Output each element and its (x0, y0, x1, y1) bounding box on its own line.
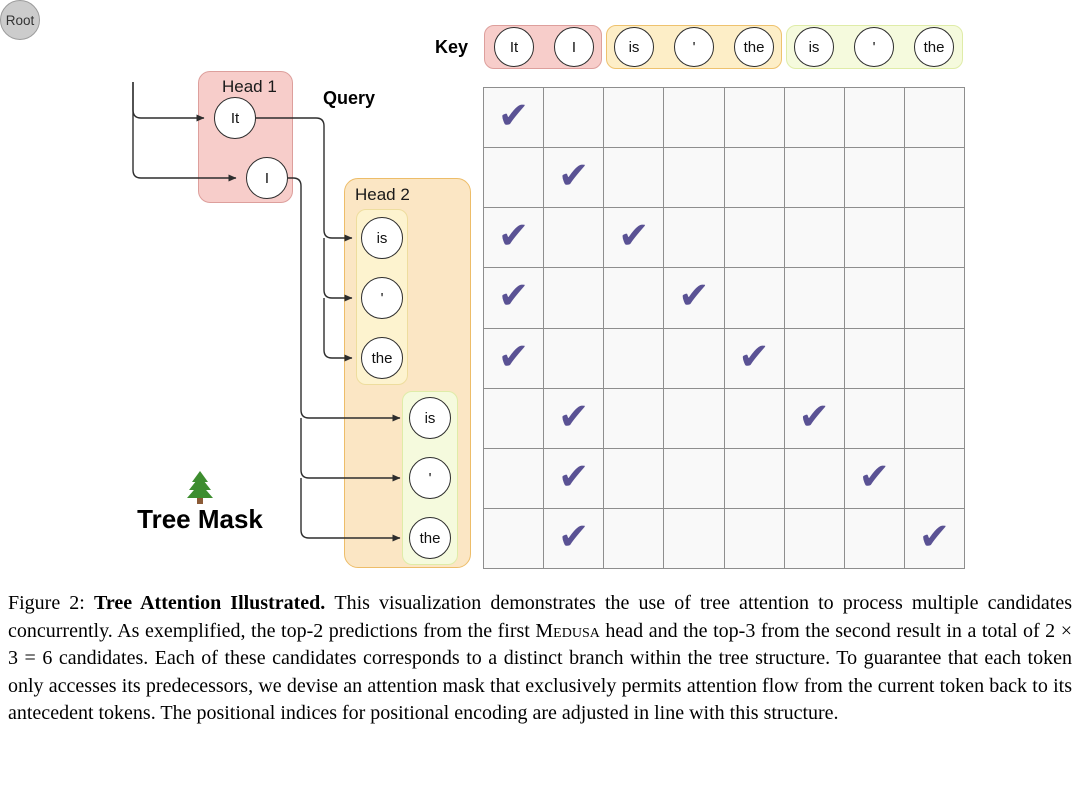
mask-cell-r3c2 (544, 208, 603, 267)
mask-cell-r7c3 (604, 449, 663, 508)
mask-cell-r2c3 (604, 148, 663, 207)
mask-cell-r6c5 (725, 389, 784, 448)
mask-cell-r6c1 (484, 389, 543, 448)
key-node-apostrophe-1 (674, 27, 714, 67)
mask-cell-r8c2 (544, 509, 603, 568)
caption-medusa: Medusa (535, 619, 600, 642)
mask-cell-r4c4 (664, 268, 723, 327)
mask-cell-r1c1 (484, 88, 543, 147)
query-node-the-2-label: the (419, 529, 441, 547)
mask-cell-r5c7 (845, 329, 904, 388)
mask-cell-r6c7 (845, 389, 904, 448)
mask-cell-r1c3 (604, 88, 663, 147)
query-node-i (246, 157, 288, 199)
mask-cell-r3c1 (484, 208, 543, 267)
query-node-the-2 (409, 517, 451, 559)
root-node (0, 0, 40, 40)
mask-cell-r3c4 (664, 208, 723, 267)
mask-cell-r3c3 (604, 208, 663, 267)
key-node-apostrophe-2 (854, 27, 894, 67)
query-node-is-1-label: is (376, 229, 388, 247)
caption-figure-label: Figure 2: (8, 592, 94, 614)
key-node-the-1 (734, 27, 774, 67)
mask-cell-r5c6 (785, 329, 844, 388)
query-node-apostrophe-2 (409, 457, 451, 499)
evergreen-tree-icon (184, 470, 216, 506)
check-icon: ✔ (498, 274, 530, 318)
mask-cell-r1c6 (785, 88, 844, 147)
edge-root-to-it (133, 82, 204, 118)
mask-cell-r7c7 (845, 449, 904, 508)
mask-cell-r4c6 (785, 268, 844, 327)
check-icon: ✔ (498, 334, 530, 378)
mask-cell-r2c8 (905, 148, 964, 207)
mask-cell-r2c4 (664, 148, 723, 207)
mask-cell-r2c2 (544, 148, 603, 207)
mask-cell-r5c1 (484, 329, 543, 388)
mask-cell-r8c3 (604, 509, 663, 568)
mask-cell-r1c8 (905, 88, 964, 147)
figure-caption (8, 590, 1072, 728)
mask-cell-r5c3 (604, 329, 663, 388)
mask-cell-r5c8 (905, 329, 964, 388)
mask-cell-r5c2 (544, 329, 603, 388)
mask-cell-r7c5 (725, 449, 784, 508)
key-node-is-2-label: is (808, 38, 820, 56)
mask-cell-r4c7 (845, 268, 904, 327)
mask-cell-r8c8 (905, 509, 964, 568)
attention-mask-grid (483, 87, 965, 569)
key-label: Key (435, 37, 469, 57)
caption-body-2: head and the top-3 from the second result in a total of 2 × 3 = 6 candidates. Each of these candidates corresponds to a distinct branch within the tree structure. To guarantee that each token only accesses its predecessors, we devise an attention mask that exclusively permits attention flow from the current token back to its antecedent tokens. The positional indices for positional encoding are adjusted in line with this structure. (8, 619, 1073, 724)
key-node-i (554, 27, 594, 67)
query-label: Query (323, 88, 376, 108)
mask-cell-r3c7 (845, 208, 904, 267)
key-node-the-2-label: the (923, 38, 945, 56)
check-icon: ✔ (558, 514, 590, 558)
check-icon: ✔ (738, 334, 770, 378)
mask-cell-r7c2 (544, 449, 603, 508)
check-icon: ✔ (618, 214, 650, 258)
key-node-is-2 (794, 27, 834, 67)
query-node-the-1-label: the (371, 349, 393, 367)
mask-cell-r2c5 (725, 148, 784, 207)
mask-cell-r1c4 (664, 88, 723, 147)
root-node-label: Root (5, 12, 35, 28)
mask-cell-r7c8 (905, 449, 964, 508)
check-icon: ✔ (798, 394, 830, 438)
mask-cell-r4c5 (725, 268, 784, 327)
mask-cell-r3c6 (785, 208, 844, 267)
query-node-it-label: It (230, 109, 240, 127)
query-node-apostrophe-1-label: ' (380, 289, 384, 307)
caption-title: Tree Attention Illustrated. (93, 592, 335, 614)
mask-cell-r2c6 (785, 148, 844, 207)
mask-cell-r8c6 (785, 509, 844, 568)
head1-label: Head 1 (222, 77, 277, 96)
mask-cell-r7c1 (484, 449, 543, 508)
query-node-apostrophe-1 (361, 277, 403, 319)
mask-cell-r4c1 (484, 268, 543, 327)
query-node-apostrophe-2-label: ' (428, 469, 432, 487)
mask-cell-r8c4 (664, 509, 723, 568)
query-node-is-1 (361, 217, 403, 259)
mask-cell-r7c4 (664, 449, 723, 508)
caption-body-1: This visualization demonstrates the use of tree attention to process multiple candidates concurrently. As exemplified, the top-2 predictions from the first (8, 592, 1072, 642)
check-icon: ✔ (858, 454, 890, 498)
key-node-it-label: It (509, 38, 519, 56)
mask-cell-r6c6 (785, 389, 844, 448)
mask-cell-r1c7 (845, 88, 904, 147)
mask-cell-r4c8 (905, 268, 964, 327)
key-node-it (494, 27, 534, 67)
mask-cell-r1c5 (725, 88, 784, 147)
check-icon: ✔ (558, 154, 590, 198)
mask-cell-r2c7 (845, 148, 904, 207)
mask-cell-r5c4 (664, 329, 723, 388)
head2-label: Head 2 (355, 185, 410, 204)
mask-cell-r3c5 (725, 208, 784, 267)
key-node-i-label: I (571, 38, 577, 56)
query-node-is-2 (409, 397, 451, 439)
mask-cell-r6c2 (544, 389, 603, 448)
mask-cell-r8c7 (845, 509, 904, 568)
mask-cell-r3c8 (905, 208, 964, 267)
mask-cell-r7c6 (785, 449, 844, 508)
mask-cell-r8c1 (484, 509, 543, 568)
mask-cell-r1c2 (544, 88, 603, 147)
mask-cell-r8c5 (725, 509, 784, 568)
check-icon: ✔ (558, 394, 590, 438)
query-node-i-label: I (264, 169, 270, 187)
mask-cell-r4c3 (604, 268, 663, 327)
mask-cell-r6c3 (604, 389, 663, 448)
key-node-the-2 (914, 27, 954, 67)
mask-cell-r6c8 (905, 389, 964, 448)
query-node-is-2-label: is (424, 409, 436, 427)
check-icon: ✔ (918, 514, 950, 558)
check-icon: ✔ (558, 454, 590, 498)
check-icon: ✔ (498, 214, 530, 258)
mask-cell-r4c2 (544, 268, 603, 327)
check-icon: ✔ (678, 274, 710, 318)
key-node-apostrophe-2-label: ' (872, 38, 876, 56)
check-icon: ✔ (498, 94, 530, 138)
query-node-the-1 (361, 337, 403, 379)
mask-cell-r5c5 (725, 329, 784, 388)
mask-cell-r6c4 (664, 389, 723, 448)
key-node-the-1-label: the (743, 38, 765, 56)
tree-mask-label: Tree Mask (137, 504, 263, 534)
key-node-is-1 (614, 27, 654, 67)
query-node-it (214, 97, 256, 139)
mask-cell-r2c1 (484, 148, 543, 207)
key-node-apostrophe-1-label: ' (692, 38, 696, 56)
key-node-is-1-label: is (628, 38, 640, 56)
